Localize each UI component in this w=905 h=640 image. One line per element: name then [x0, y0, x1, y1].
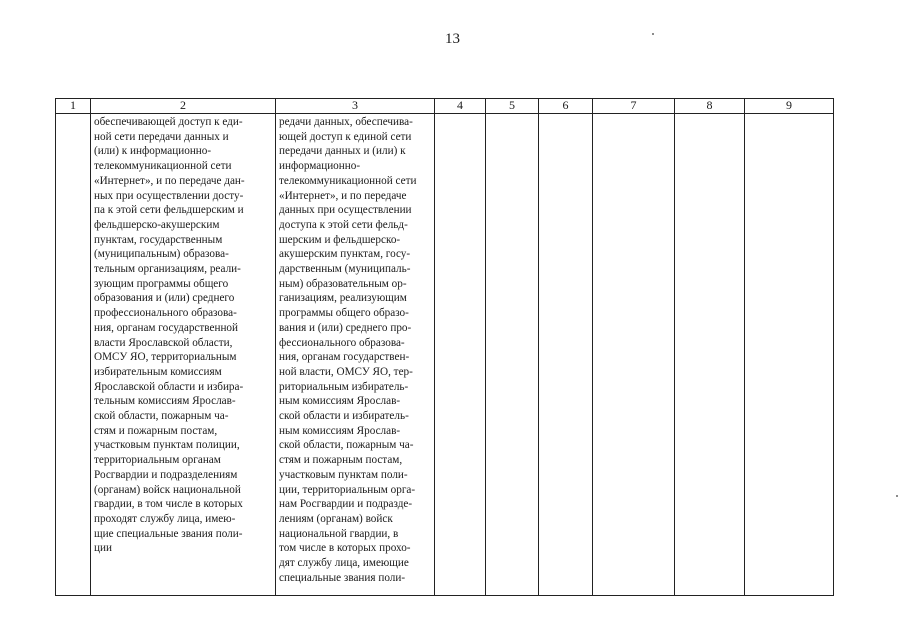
- column-header-9: 9: [745, 99, 834, 114]
- text-line: нам Росгвардии и подразде-: [279, 498, 413, 511]
- col3-text: [276, 114, 434, 595]
- text-line: ции, территориальным орга-: [279, 483, 416, 496]
- scan-speck: [652, 33, 654, 35]
- text-line: зующим программы общего: [94, 277, 229, 290]
- text-line: образования и (или) среднего: [94, 292, 235, 305]
- column-header-8: 8: [675, 99, 745, 114]
- text-line: Росгвардии и подразделениям: [94, 468, 238, 481]
- text-line: ния, органам государствен-: [279, 351, 410, 364]
- table-cell-col9: [745, 114, 834, 596]
- text-line: телекоммуникационной сети: [94, 160, 232, 173]
- text-line: «Интернет», и по передаче: [279, 189, 407, 202]
- text-line: ной власти, ОМСУ ЯО, тер-: [279, 365, 413, 378]
- text-line: ной сети передачи данных и: [94, 130, 229, 143]
- scan-speck: [896, 495, 898, 497]
- table-cell-col1: [56, 114, 91, 596]
- text-line: стям и пожарным постам,: [279, 454, 403, 467]
- text-line: фельдшерско-акушерским: [94, 218, 220, 231]
- text-line: (муниципальным) образова-: [94, 248, 229, 261]
- table-cell-col5: [486, 114, 539, 596]
- data-table: [55, 98, 834, 596]
- text-line: передачи данных и (или) к: [279, 145, 406, 158]
- text-line: гвардии, в том числе в которых: [94, 498, 243, 511]
- text-line: дят службу лица, имеющие: [279, 557, 409, 570]
- text-line: «Интернет», и по передаче дан-: [94, 174, 245, 187]
- text-line: ным комиссиям Ярослав-: [279, 395, 401, 408]
- table-row: [56, 114, 834, 596]
- text-line: специальные звания поли-: [279, 571, 406, 584]
- text-line: ным комиссиям Ярослав-: [279, 424, 401, 437]
- text-line: ОМСУ ЯО, территориальным: [94, 351, 237, 364]
- text-line: ных при осуществлении досту-: [94, 189, 244, 202]
- text-line: территориальным органам: [94, 454, 221, 467]
- column-header-3: 3: [276, 99, 435, 114]
- text-line: профессионального образова-: [94, 307, 237, 320]
- table-cell-col7: [593, 114, 675, 596]
- text-line: тельным комиссиям Ярослав-: [94, 395, 236, 408]
- text-line: (органам) войск национальной: [94, 483, 241, 496]
- text-line: информационно-: [279, 160, 361, 173]
- text-line: ющей доступ к единой сети: [279, 130, 412, 143]
- text-line: власти Ярославской области,: [94, 336, 233, 349]
- text-line: ганизациям, реализующим: [279, 292, 407, 305]
- text-line: проходят службу лица, имею-: [94, 512, 236, 525]
- table-cell-col4: [435, 114, 486, 596]
- col2-text: [91, 114, 275, 595]
- column-header-2: 2: [91, 99, 276, 114]
- table-header-row: [56, 99, 834, 114]
- text-line: па к этой сети фельдшерским и: [94, 204, 244, 217]
- table-cell-col8: [675, 114, 745, 596]
- text-line: тельным организациям, реали-: [94, 263, 241, 276]
- text-line: Ярославской области и избира-: [94, 380, 244, 393]
- text-line: дарственным (муниципаль-: [279, 263, 411, 276]
- text-line: ным) образовательным ор-: [279, 277, 407, 290]
- table-cell-col6: [539, 114, 593, 596]
- text-line: лениям (органам) войск: [279, 512, 393, 525]
- text-line: данных при осуществлении: [279, 204, 412, 217]
- text-line: ской области, пожарным ча-: [94, 410, 229, 423]
- table-cell-col2: [91, 114, 276, 596]
- text-line: национальной гвардии, в: [279, 527, 399, 540]
- table-cell-col3: [276, 114, 435, 596]
- text-line: риториальным избиратель-: [279, 380, 409, 393]
- text-line: том числе в которых прохо-: [279, 542, 411, 555]
- text-line: стям и пожарным постам,: [94, 424, 218, 437]
- text-line: (или) к информационно-: [94, 145, 212, 158]
- text-line: участковым пунктам поли-: [279, 468, 408, 481]
- text-line: ции: [94, 542, 112, 555]
- column-header-1: 1: [56, 99, 91, 114]
- column-header-4: 4: [435, 99, 486, 114]
- text-line: доступа к этой сети фельд-: [279, 218, 408, 231]
- text-line: вания и (или) среднего про-: [279, 321, 412, 334]
- text-line: ской области и избиратель-: [279, 410, 409, 423]
- column-header-6: 6: [539, 99, 593, 114]
- column-header-5: 5: [486, 99, 539, 114]
- column-header-7: 7: [593, 99, 675, 114]
- page-number: 13: [445, 31, 460, 47]
- text-line: шерским и фельдшерско-: [279, 233, 401, 246]
- text-line: телекоммуникационной сети: [279, 174, 417, 187]
- text-line: ской области, пожарным ча-: [279, 439, 414, 452]
- text-line: ния, органам государственной: [94, 321, 239, 334]
- text-line: акушерским пунктам, госу-: [279, 248, 411, 261]
- text-line: участковым пунктам полиции,: [94, 439, 240, 452]
- text-line: пунктам, государственным: [94, 233, 223, 246]
- text-line: программы общего образо-: [279, 307, 409, 320]
- text-line: избирательным комиссиям: [94, 365, 222, 378]
- text-line: фессионального образова-: [279, 336, 405, 349]
- text-line: щие специальные звания поли-: [94, 527, 243, 540]
- text-line: редачи данных, обеспечива-: [279, 116, 413, 128]
- text-line: обеспечивающей доступ к еди-: [94, 116, 243, 128]
